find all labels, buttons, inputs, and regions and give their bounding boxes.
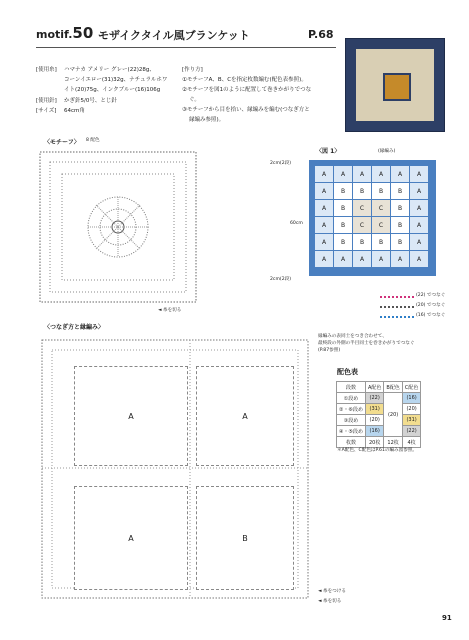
instructions-step-3b: 縁編み参照)。 — [189, 117, 225, 123]
figure1-grid-cell: A — [391, 251, 409, 267]
figure1-grid-cell: A — [315, 183, 333, 199]
figure1-border-label: (縁編み) — [378, 149, 396, 154]
table-cell: (31) — [365, 404, 383, 415]
instructions-label: [作り方] — [182, 67, 203, 73]
figure1-grid-cell: A — [410, 200, 428, 216]
table-row — [337, 415, 421, 426]
joining-section-label: 〈つなぎ方と縁編み〉 — [44, 324, 105, 331]
legend-line-1 — [380, 296, 414, 298]
instructions-step-2: ②モチーフを図1のように配置して巻きかがりでつな — [182, 87, 312, 93]
figure1-grid-cell: A — [410, 183, 428, 199]
motif-color-note: 8 配色 — [86, 138, 100, 143]
yarn-text-2: コーンイエロー(31)32g、ナチュラルホワ — [64, 77, 168, 83]
figure1-grid-cell: A — [315, 251, 333, 267]
figure1-grid-cell: B — [372, 183, 390, 199]
figure1-grid-cell: A — [315, 234, 333, 250]
table-cell: (22) — [402, 426, 421, 437]
figure1-grid-cell: C — [372, 200, 390, 216]
table-cell: ④・⑤段め — [337, 426, 366, 437]
motif-label — [36, 24, 93, 42]
table-row — [337, 404, 421, 415]
table-cell: (16) — [402, 393, 421, 404]
instructions-step-1: ①モチーフA、B、Cを指定枚数編む(配色表参照)。 — [182, 77, 307, 83]
table-cell: 枚数 — [337, 437, 366, 448]
table-cell: (20) — [402, 404, 421, 415]
color-table-label: 配色表 — [337, 368, 358, 376]
figure1-grid-cell: C — [372, 217, 390, 233]
instructions-step-2b: ぐ。 — [189, 97, 200, 103]
figure1-grid-cell: A — [334, 251, 352, 267]
figure1-grid-cell: C — [353, 200, 371, 216]
legend-line-3 — [380, 316, 414, 318]
color-table — [336, 381, 421, 448]
table-cell: (20) — [365, 415, 383, 426]
joining-note-1: 縁編みの表同士をつき合わせて、 — [318, 334, 387, 339]
tool-text: かぎ針5/0号、とじ針 — [64, 98, 117, 104]
motif-number: 50 — [72, 24, 94, 42]
page-title: モザイクタイル風ブランケット — [98, 29, 250, 42]
color-table-header-cell: B配色 — [384, 382, 402, 393]
figure1-grid-cells — [315, 166, 428, 267]
size-label: [サイズ] — [36, 108, 57, 114]
figure1-grid-cell: B — [334, 234, 352, 250]
figure1-bottom-dim: 2cm(2段) — [270, 277, 292, 282]
yarn-label: [使用糸] — [36, 67, 57, 73]
table-cell: (16) — [365, 426, 383, 437]
legend-text-3: (16) でつなぐ — [416, 313, 446, 318]
color-table-header — [337, 382, 421, 393]
figure1-grid-cell: A — [315, 217, 333, 233]
table-cell: 12枚 — [384, 437, 402, 448]
figure1-grid-cell: B — [353, 234, 371, 250]
motif-section-label: 〈モチーフ〉 — [44, 139, 80, 146]
cut-note: ◄ 糸を切る — [318, 599, 342, 604]
figure1-grid-cell: A — [372, 251, 390, 267]
figure1-grid-cell: B — [391, 217, 409, 233]
figure1-grid-cell: A — [315, 200, 333, 216]
table-row — [337, 437, 421, 448]
figure1-grid-cell: A — [391, 166, 409, 182]
table-row — [337, 426, 421, 437]
table-cell: (20) — [384, 393, 402, 437]
legend-line-2 — [380, 306, 414, 308]
figure1-grid-cell: B — [391, 234, 409, 250]
figure1-grid-cell: C — [353, 217, 371, 233]
color-table-footnote: ＊A配色、C配色はP.61の編み図参照。 — [337, 448, 418, 453]
joining-square-3: A — [74, 486, 188, 590]
color-table-header-cell: A配色 — [365, 382, 383, 393]
table-cell: ②・⑥段め — [337, 404, 366, 415]
yarn-text-3: イト(20)75g、インクブルー(16)106g — [64, 87, 161, 93]
figure1-grid-cell: B — [372, 234, 390, 250]
motif-prefix: motif. — [36, 28, 73, 41]
table-cell: ①段め — [337, 393, 366, 404]
figure1-grid-cell: A — [410, 234, 428, 250]
joining-square-4: B — [196, 486, 294, 590]
figure1-grid-cell: B — [353, 183, 371, 199]
figure1-grid-cell: B — [391, 183, 409, 199]
table-cell: (31) — [402, 415, 421, 426]
table-cell: 20枚 — [365, 437, 383, 448]
motif-cut-note: ◄ 糸を切る — [158, 308, 182, 313]
figure1-grid-cell: B — [334, 200, 352, 216]
figure1-grid — [309, 160, 436, 276]
joining-note-3: (P.87参照) — [318, 348, 341, 353]
tool-label: [使用針] — [36, 98, 57, 104]
figure1-grid-cell: A — [334, 166, 352, 182]
figure1-side-dim: 60cm — [290, 221, 303, 226]
figure1-grid-cell: A — [410, 251, 428, 267]
joining-square-2: A — [196, 366, 294, 466]
blanket-photo-motif — [383, 73, 411, 101]
color-table-header-cell: 段数 — [337, 382, 366, 393]
page-number: 91 — [442, 614, 452, 622]
table-cell: 4枚 — [402, 437, 421, 448]
figure1-grid-cell: A — [410, 217, 428, 233]
figure1-grid-cell: A — [372, 166, 390, 182]
figure1-grid-cell: B — [334, 183, 352, 199]
figure1-grid-cell: A — [410, 166, 428, 182]
table-row — [337, 393, 421, 404]
joining-square-1: A — [74, 366, 188, 466]
legend-text-1: (22) でつなぐ — [416, 293, 446, 298]
figure1-grid-cell: A — [353, 251, 371, 267]
figure1-top-dim: 2cm(2段) — [270, 161, 292, 166]
figure1-label: 〈図 1〉 — [316, 148, 341, 155]
instructions-step-3: ③モチーフから目を拾い、縁編みを編む(つなぎ方と — [182, 107, 310, 113]
color-table-header-cell: C配色 — [402, 382, 421, 393]
figure1-grid-cell: A — [353, 166, 371, 182]
legend-text-2: (20) でつなぐ — [416, 303, 446, 308]
motif-chart — [36, 148, 201, 308]
table-cell: (22) — [365, 393, 383, 404]
figure1-grid-cell: B — [334, 217, 352, 233]
figure1-grid-cell: B — [391, 200, 409, 216]
figure1-grid-cell: A — [315, 166, 333, 182]
blanket-photo — [345, 38, 445, 132]
joining-chart — [40, 338, 310, 600]
yarn-text-1: ハマナカ アメリー グレー(22)28g、 — [64, 67, 155, 73]
joining-note-2: 最終段の外側の半目同士を巻きかがりでつなぐ — [318, 341, 415, 346]
table-cell: ③段め — [337, 415, 366, 426]
header-rule — [36, 47, 336, 48]
attach-note: ◄ 糸をつける — [318, 589, 346, 594]
size-text: 64cm角 — [64, 108, 85, 114]
page-reference: P.68 — [308, 28, 334, 41]
